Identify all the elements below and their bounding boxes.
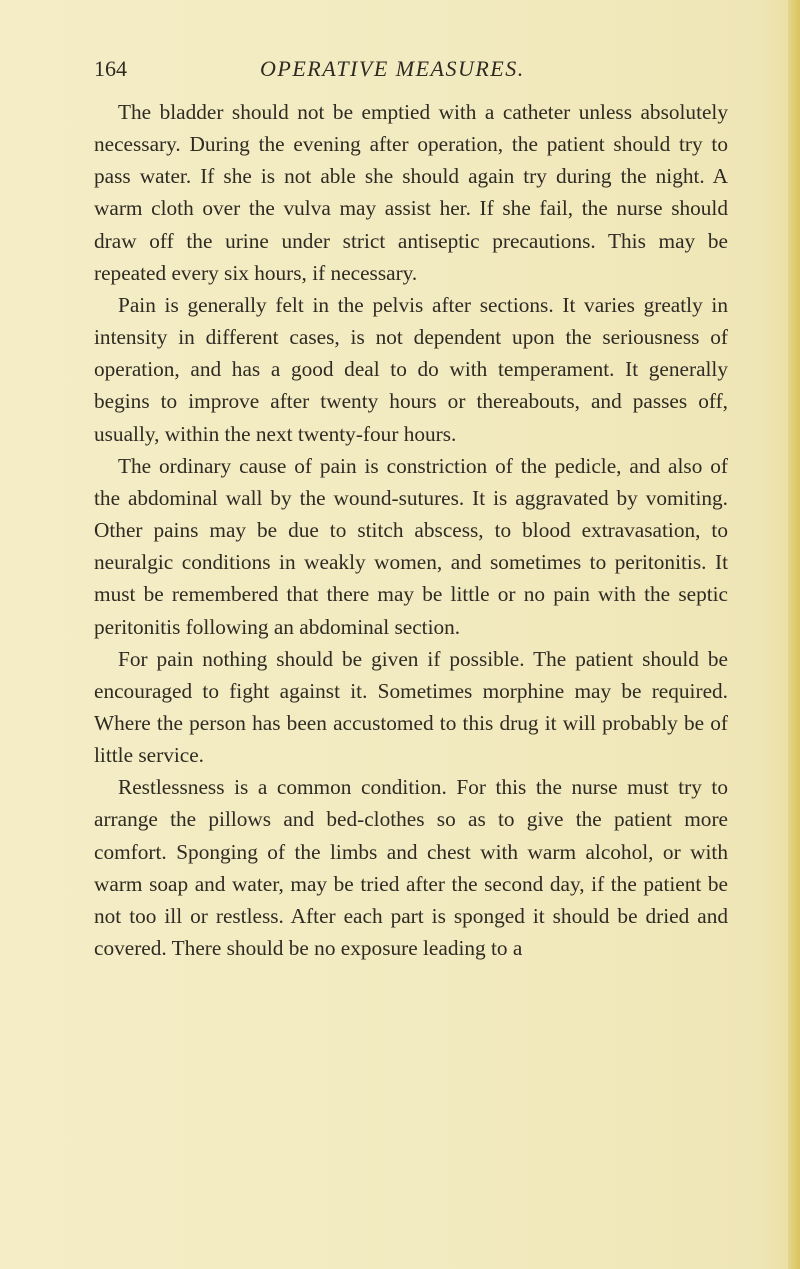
page-header (94, 56, 774, 90)
paragraph-restlessness: Restlessness is a common condition. For this the nurse must try to arrange the pillows and bed-clothes so as to give the patient more comfort. Sponging of the limbs and chest with warm alcohol, or with warm soap and water, may be tried after the second day, if the patient be not too ill or restless. After each part is sponged it should be dried and covered. There should be no exposure leading to a (94, 775, 728, 961)
paragraph-treatment: For pain nothing should be given if possible. The patient should be encouraged to fight against it. Sometimes morphine may be required. Where the person has been accustomed to this drug it will probably be of little service. (94, 646, 728, 768)
paragraph-pain: Pain is generally felt in the pelvis after sections. It varies greatly in intensity in different cases, is not dependent upon the seriousness of operation, and has a good deal to do with temperament. It generally begins to improve after twenty hours or thereabouts, and passes off, usually, within the next twenty-four hours. (94, 292, 728, 446)
page-number: 164 (94, 56, 127, 81)
paragraph-bladder: The bladder should not be emptied with a catheter unless absolutely necessary. During the evening after operation, the patient should try to pass water. If she is not able she should again try during the night. A warm cloth over the vulva may assist her. If she fail, the nurse should draw off the urine under strict antiseptic precautions. This may be repeated every six hours, if necessary. (94, 100, 728, 285)
page-edge (788, 0, 800, 1269)
body-text (94, 96, 728, 964)
paragraph-cause-of-pain: The ordinary cause of pain is constriction of the pedicle, and also of the abdominal wall by the wound-sutures. It is aggravated by vomiting. Other pains may be due to stitch abscess, to blood extravasation, to neuralgic conditions in weakly women, and sometimes to peritonitis. It must be remembered that there may be little or no pain with the septic peritonitis following an abdominal section. (94, 453, 728, 639)
running-title: OPERATIVE MEASURES. (260, 56, 525, 81)
